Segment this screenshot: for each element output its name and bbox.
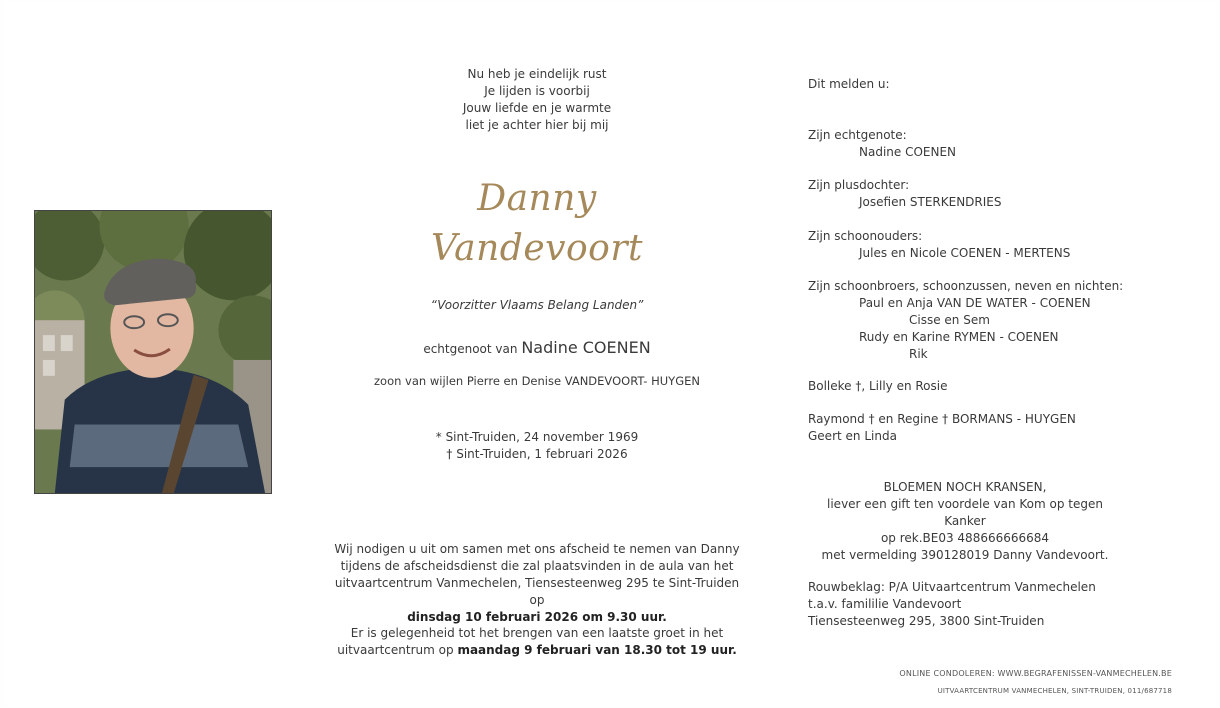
family-member: Rik	[909, 347, 928, 361]
address-line: t.a.v. famililie Vandevoort	[808, 597, 962, 611]
flowers-line: BLOEMEN NOCH KRANSEN,	[883, 480, 1047, 494]
family-stepdaughter	[808, 177, 1002, 211]
family-member: Josefien STERKENDRIES	[859, 195, 1002, 209]
other-relative: Bolleke †, Lilly en Rosie	[808, 379, 948, 393]
family-spouse	[808, 127, 956, 161]
poem-line: liet je achter hier bij mij	[465, 118, 609, 132]
portrait-photo	[34, 210, 272, 494]
family-member: Cisse en Sem	[909, 313, 990, 327]
family-member: Nadine COENEN	[859, 145, 957, 159]
visitation	[330, 625, 744, 659]
invite-line: uitvaartcentrum Vanmechelen, Tiensesteenweg 295 te Sint-Truiden op	[334, 576, 740, 607]
family-title: Zijn plusdochter:	[808, 178, 910, 192]
company-info: UITVAARTCENTRUM VANMECHELEN, SINT-TRUIDEN, 011/687718	[937, 687, 1172, 695]
invite-line: tijdens de afscheidsdienst die zal plaatsvinden in de aula van het	[340, 559, 734, 573]
family-in-laws	[808, 278, 1123, 363]
announce-heading: Dit melden u:	[808, 77, 890, 91]
address-line: Tiensesteenweg 295, 3800 Sint-Truiden	[808, 614, 1045, 628]
spouse-name: Nadine COENEN	[521, 338, 651, 357]
flowers-notice	[808, 479, 1122, 564]
invite-line: Wij nodigen u uit om samen met ons afscheid te nemen van Danny	[334, 542, 740, 556]
online-condolences-link[interactable]: ONLINE CONDOLEREN: WWW.BEGRAFENISSEN-VANMECHELEN.BE	[899, 669, 1172, 678]
family-title: Zijn echtgenote:	[808, 128, 907, 142]
visit-prefix: uitvaartcentrum op	[337, 643, 454, 657]
spouse-prefix: echtgenoot van	[423, 342, 518, 356]
other-relative: Geert en Linda	[808, 429, 897, 443]
family-title: Zijn schoonbroers, schoonzussen, neven en nichten:	[808, 279, 1124, 293]
ceremony-datetime: dinsdag 10 februari 2026 om 9.30 uur.	[407, 610, 667, 624]
deceased-name	[380, 174, 694, 274]
birth-date: * Sint-Truiden, 24 november 1969	[435, 430, 639, 444]
flowers-line: op rek.BE03 488666666684	[880, 531, 1050, 545]
last-name: Vandevoort	[430, 228, 644, 269]
spouse-line	[360, 338, 714, 357]
family-member: Paul en Anja VAN DE WATER - COENEN	[859, 296, 1091, 310]
visit-datetime: maandag 9 februari van 18.30 tot 19 uur.	[457, 643, 737, 657]
family-parents-in-law	[808, 228, 1070, 262]
poem	[380, 66, 694, 134]
family-member: Rudy en Karine RYMEN - COENEN	[859, 330, 1059, 344]
quote: “Voorzitter Vlaams Belang Landen”	[430, 298, 644, 312]
poem-line: Je lijden is voorbij	[484, 84, 590, 98]
first-name: Danny	[477, 178, 597, 219]
death-date: † Sint-Truiden, 1 februari 2026	[446, 447, 628, 461]
flowers-line: liever een gift ten voordele van Kom op tegen Kanker	[827, 497, 1103, 528]
parents-line: zoon van wijlen Pierre en Denise VANDEVOORT- HUYGEN	[374, 374, 700, 388]
family-title: Zijn schoonouders:	[808, 229, 923, 243]
condolence-address	[808, 579, 1096, 630]
address-line: Rouwbeklag: P/A Uitvaartcentrum Vanmechelen	[808, 580, 1096, 594]
visit-line: Er is gelegenheid tot het brengen van een laatste groet in het	[350, 626, 724, 640]
other-relative: Raymond † en Regine † BORMANS - HUYGEN	[808, 412, 1076, 426]
poem-line: Nu heb je eindelijk rust	[467, 67, 607, 81]
flowers-line: met vermelding 390128019 Danny Vandevoort.	[821, 548, 1109, 562]
family-member: Jules en Nicole COENEN - MERTENS	[859, 246, 1071, 260]
dates	[380, 429, 694, 463]
poem-line: Jouw liefde en je warmte	[462, 101, 612, 115]
invitation	[330, 541, 744, 626]
